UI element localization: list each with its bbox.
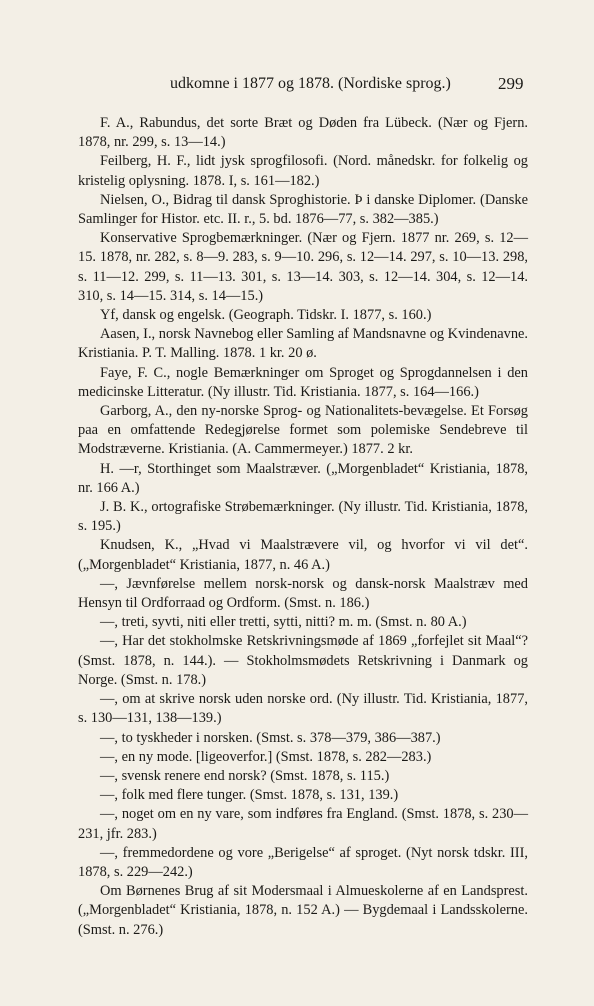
bibliography-entry: —, to tyskheder i norsken. (Smst. s. 378—379, 386—387.)	[100, 729, 441, 746]
bibliography-list	[78, 114, 528, 940]
bibliography-entry: Nielsen, O., Bidrag til dansk Sproghistorie. Þ i danske Diplomer. (Danske Samlinger for Histor. etc. II. r., 5. bd. 1876—77, s. 382—385.)	[78, 191, 528, 228]
bibliography-entry: —, en ny mode. [ligeoverfor.] (Smst. 1878, s. 282—283.)	[100, 748, 432, 765]
running-title: udkomne i 1877 og 1878. (Nordiske sprog.)	[170, 75, 451, 92]
bibliography-entry: Konservative Sprogbemærkninger. (Nær og Fjern. 1877 nr. 269, s. 12—15. 1878, nr. 282, s. 8—9. 283, s. 9—10. 296, s. 12—14. 297, s. 10—13. 298, s. 11—12. 299, s. 11—13. 301, s. 13—14. 303, s. 12—14. 304, s. 12—14. 310, s. 14—15. 314, s. 14—15.)	[78, 230, 528, 304]
bibliography-entry: Garborg, A., den ny-norske Sprog- og Nationalitets-bevægelse. Et Forsøg paa en omfattende Redegjørelse formet som polemiske Sendebreve til Modstræverne. Kristiania. (A. Cammermeyer.) 1877. 2 kr.	[78, 403, 528, 458]
bibliography-entry: —, treti, syvti, niti eller tretti, sytti, nitti? m. m. (Smst. n. 80 A.)	[100, 614, 467, 631]
bibliography-entry: —, noget om en ny vare, som indføres fra England. (Smst. 1878, s. 230—231, jfr. 283.)	[78, 806, 528, 842]
bibliography-entry: Faye, F. C., nogle Bemærkninger om Sproget og Sprogdannelsen i den medicinske Litteratur. (Ny illustr. Tid. Kristiania. 1877, s. 164—166.)	[78, 364, 528, 400]
bibliography-entry: Knudsen, K., „Hvad vi Maalstrævere vil, og hvorfor vi vil det“. („Morgenbladet“ Kristiania, 1877, n. 46 A.)	[78, 537, 528, 573]
bibliography-entry: Aasen, I., norsk Navnebog eller Samling af Mandsnavne og Kvindenavne. Kristiania. P. T. Malling. 1878. 1 kr. 20 ø.	[78, 326, 529, 362]
bibliography-entry: F. A., Rabundus, det sorte Bræt og Døden fra Lübeck. (Nær og Fjern. 1878, nr. 299, s. 13—14.)	[78, 115, 528, 151]
bibliography-entry: —, fremmedordene og vore „Berigelse“ af sproget. (Nyt norsk tdskr. III, 1878, s. 229—242.)	[78, 844, 528, 880]
bibliography-entry: —, om at skrive norsk uden norske ord. (Ny illustr. Tid. Kristiania, 1877, s. 130—131, 138—139.)	[78, 691, 528, 727]
bibliography-entry: Feilberg, H. F., lidt jysk sprogfilosofi. (Nord. månedskr. for folkelig og kristelig oplysning. 1878. I, s. 161—182.)	[78, 153, 528, 189]
bibliography-entry: Om Børnenes Brug af sit Modersmaal i Almueskolerne af en Landsprest. („Morgenbladet“ Kristiania, 1878, n. 152 A.) — Bygdemaal i Landsskolerne. (Smst. n. 276.)	[78, 883, 528, 938]
page-number: 299	[498, 74, 524, 93]
bibliography-entry: —, folk med flere tunger. (Smst. 1878, s. 131, 139.)	[100, 787, 399, 804]
bibliography-entry: —, svensk renere end norsk? (Smst. 1878, s. 115.)	[100, 767, 390, 784]
bibliography-entry: H. —r, Storthinget som Maalstræver. („Morgenbladet“ Kristiania, 1878, nr. 166 A.)	[78, 460, 528, 496]
bibliography-entry: J. B. K., ortografiske Strøbemærkninger. (Ny illustr. Tid. Kristiania, 1878, s. 195.)	[78, 499, 528, 535]
bibliography-entry: Yf, dansk og engelsk. (Geograph. Tidskr. I. 1877, s. 160.)	[100, 307, 432, 324]
bibliography-entry: —, Har det stokholmske Retskrivningsmøde af 1869 „forfejlet sit Maal“? (Smst. 1878, n. 144.). — Stokholmsmødets Retskrivning i Danmark og Norge. (Smst. n. 178.)	[78, 633, 528, 688]
bibliography-entry: —, Jævnførelse mellem norsk-norsk og dansk-norsk Maalstræv med Hensyn til Ordforraad og Ordform. (Smst. n. 186.)	[78, 575, 528, 612]
